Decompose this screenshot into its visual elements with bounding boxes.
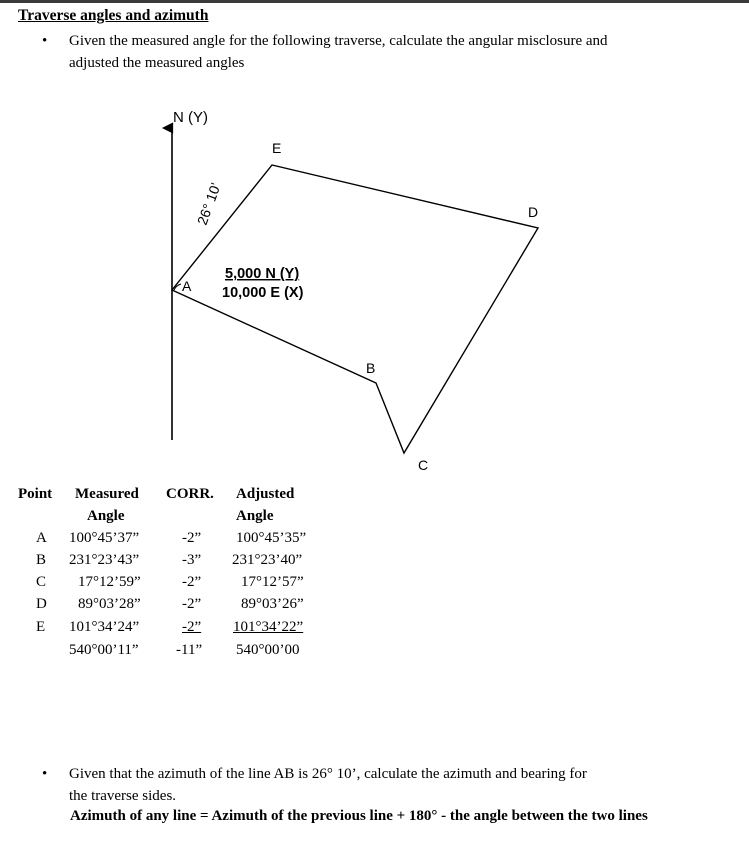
bullet-2-line-2: the traverse sides. — [69, 788, 177, 804]
total-adjusted: 540°00’00 — [236, 642, 300, 658]
row-c-measured: 17°12’59” — [78, 574, 141, 590]
row-b-point: B — [36, 552, 47, 568]
header-measured: Measured — [75, 486, 139, 502]
point-c-label: C — [418, 457, 429, 473]
row-a-point: A — [36, 530, 47, 546]
point-d-label: D — [528, 204, 539, 220]
row-e-adjusted: 101°34’22” — [233, 619, 304, 635]
bullet-dot: • — [42, 33, 48, 49]
row-c-corr: -2” — [182, 574, 202, 590]
row-b-adjusted: 231°23’40” — [232, 552, 303, 568]
header-measured-angle: Angle — [87, 508, 125, 524]
row-e-corr: -2” — [182, 619, 202, 635]
point-a-label: A — [182, 278, 192, 294]
row-e-measured: 101°34’24” — [69, 619, 140, 635]
row-d-point: D — [36, 596, 47, 612]
row-b-corr: -3” — [182, 552, 202, 568]
total-measured: 540°00’11” — [69, 642, 139, 658]
row-b-measured: 231°23’43” — [69, 552, 140, 568]
point-b-label: B — [366, 360, 376, 376]
header-point: Point — [18, 486, 53, 502]
row-a-corr: -2” — [182, 530, 202, 546]
header-corr: CORR. — [166, 486, 214, 502]
azimuth-angle-label: 26° 10’ — [193, 180, 224, 228]
row-a-adjusted: 100°45’35” — [236, 530, 307, 546]
coordinate-easting: 10,000 E (X) — [222, 285, 304, 301]
point-e-label: E — [272, 140, 282, 156]
angle-table — [0, 484, 749, 674]
row-d-adjusted: 89°03’26” — [241, 596, 304, 612]
bullet-dot: • — [42, 766, 48, 782]
header-adjusted-angle: Angle — [236, 508, 274, 524]
bullet-1-line-2: adjusted the measured angles — [69, 55, 245, 71]
bullet-1-line-1: Given the measured angle for the following traverse, calculate the angular misclosure and — [69, 33, 608, 49]
row-e-point: E — [36, 619, 46, 635]
azimuth-formula: Azimuth of any line = Azimuth of the previous line + 180° - the angle between the two lines — [70, 808, 648, 824]
bullet-2-line-1: Given that the azimuth of the line AB is 26° 10’, calculate the azimuth and bearing for — [69, 766, 587, 782]
traverse-polygon — [172, 165, 538, 453]
row-a-measured: 100°45’37” — [69, 530, 140, 546]
row-d-corr: -2” — [182, 596, 202, 612]
row-c-adjusted: 17°12’57” — [241, 574, 304, 590]
north-label: N (Y) — [173, 109, 208, 126]
row-d-measured: 89°03’28” — [78, 596, 141, 612]
bullet-question-2 — [42, 763, 742, 809]
page-title: Traverse angles and azimuth — [18, 7, 209, 24]
header-adjusted: Adjusted — [236, 486, 295, 502]
coordinate-northing: 5,000 N (Y) — [225, 266, 300, 282]
row-c-point: C — [36, 574, 47, 590]
total-corr: -11” — [176, 642, 203, 658]
